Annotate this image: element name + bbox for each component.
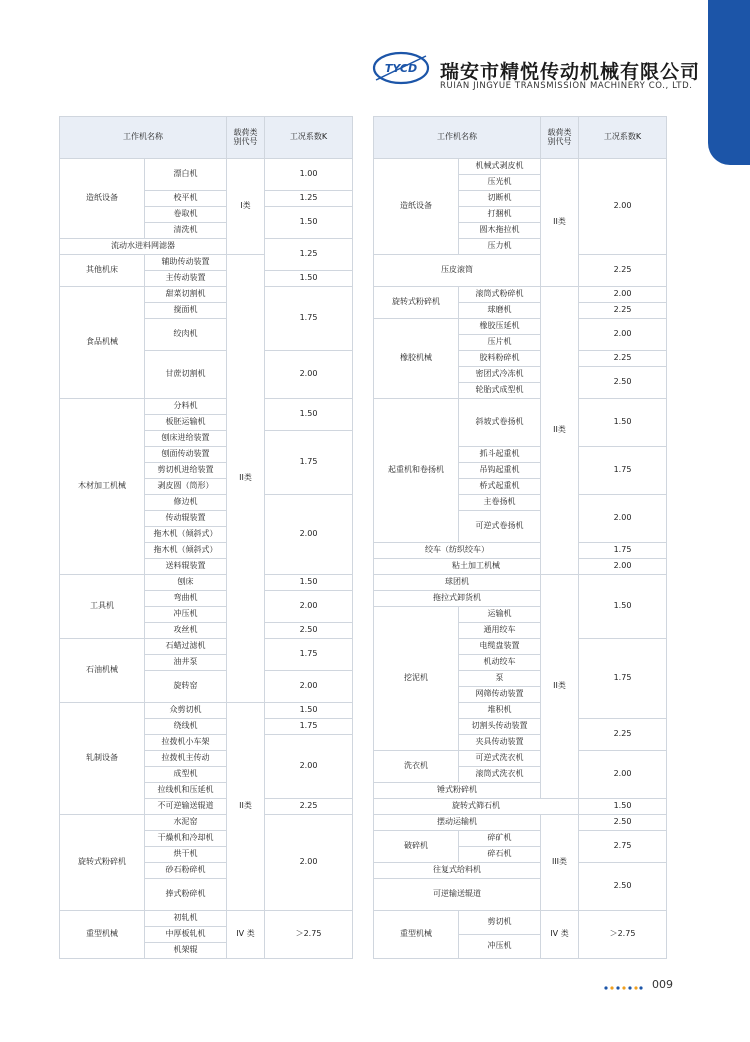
- table-row: [374, 863, 667, 879]
- machine-group: 旋转式粉碎机: [60, 815, 145, 911]
- table-row: [374, 159, 667, 175]
- table-row: [374, 543, 667, 559]
- machine-cell: 干燥机和冷却机: [145, 831, 227, 847]
- factor-cell: 2.25: [579, 351, 667, 367]
- machine-group: 重型机械: [60, 911, 145, 959]
- machine-cell: 修边机: [145, 495, 227, 511]
- machine-cell: 流动水进料网滤器: [60, 239, 227, 255]
- machine-cell: 剪切机进给装置: [145, 463, 227, 479]
- machine-cell: 压片机: [459, 335, 541, 351]
- left-spec-table: [59, 116, 353, 959]
- table-row: [60, 911, 353, 927]
- page-number: 009: [652, 978, 673, 991]
- machine-cell: 往复式给料机: [374, 863, 541, 879]
- machine-cell: 主卷扬机: [459, 495, 541, 511]
- side-tab-marker: [708, 0, 750, 165]
- factor-cell: 2.25: [265, 799, 353, 815]
- table-row: [374, 911, 667, 935]
- table-row: [374, 575, 667, 591]
- factor-cell: 2.50: [579, 367, 667, 399]
- machine-cell: 滚筒式洗衣机: [459, 767, 541, 783]
- factor-cell: 1.75: [265, 287, 353, 351]
- factor-cell: 2.75: [579, 831, 667, 863]
- table-row: [374, 287, 667, 303]
- factor-cell: 2.25: [579, 303, 667, 319]
- machine-cell: 圆木拖拉机: [459, 223, 541, 239]
- machine-cell: 初轧机: [145, 911, 227, 927]
- machine-cell: 滚筒式粉碎机: [459, 287, 541, 303]
- machine-cell: 拉线机和压延机: [145, 783, 227, 799]
- machine-cell: 可逆输送辊道: [374, 879, 541, 911]
- machine-cell: 切断机: [459, 191, 541, 207]
- factor-cell: 1.50: [265, 575, 353, 591]
- machine-cell: 剥皮圆（筒形）: [145, 479, 227, 495]
- machine-cell: 斜坡式卷扬机: [459, 399, 541, 447]
- machine-cell: 摆动运输机: [374, 815, 541, 831]
- machine-cell: 不可逆输送辊道: [145, 799, 227, 815]
- factor-cell: 1.75: [265, 719, 353, 735]
- table-row: [374, 255, 667, 287]
- factor-cell: 2.00: [579, 159, 667, 255]
- machine-cell: 机架辊: [145, 943, 227, 959]
- machine-cell: 甜菜切割机: [145, 287, 227, 303]
- machine-cell: 主传动装置: [145, 271, 227, 287]
- machine-cell: 弯曲机: [145, 591, 227, 607]
- machine-cell: 切割头传动装置: [459, 719, 541, 735]
- table-row: [60, 287, 353, 303]
- machine-cell: 板胚运输机: [145, 415, 227, 431]
- table-row: [374, 815, 667, 831]
- factor-cell: 2.00: [579, 751, 667, 799]
- machine-cell: 抓斗起重机: [459, 447, 541, 463]
- machine-cell: 拖木机（倾斜式）: [145, 527, 227, 543]
- load-class: II类: [541, 575, 579, 799]
- table-row: [374, 831, 667, 847]
- factor-cell: 2.00: [579, 559, 667, 575]
- factor-cell: 1.50: [265, 703, 353, 719]
- table-row: [60, 399, 353, 415]
- factor-cell: 1.50: [579, 399, 667, 447]
- machine-cell: 拉拨机主传动: [145, 751, 227, 767]
- factor-cell: 2.00: [579, 287, 667, 303]
- footer-dots-decoration: [603, 983, 643, 993]
- machine-cell: 分料机: [145, 399, 227, 415]
- machine-cell: 机动绞车: [459, 655, 541, 671]
- machine-cell: 可逆式卷扬机: [459, 511, 541, 543]
- table-row: [60, 159, 353, 191]
- machine-cell: 电缆盘装置: [459, 639, 541, 655]
- machine-group: 食品机械: [60, 287, 145, 399]
- machine-cell: 中厚板轧机: [145, 927, 227, 943]
- machine-cell: 拖拉式卸货机: [374, 591, 541, 607]
- machine-cell: 砂石粉碎机: [145, 863, 227, 879]
- machine-group: 破碎机: [374, 831, 459, 863]
- load-class: III类: [541, 815, 579, 911]
- machine-group: 轧制设备: [60, 703, 145, 815]
- machine-cell: 打捆机: [459, 207, 541, 223]
- machine-cell: 烘干机: [145, 847, 227, 863]
- machine-cell: 网筛传动装置: [459, 687, 541, 703]
- machine-cell: 运输机: [459, 607, 541, 623]
- machine-cell: 油井泵: [145, 655, 227, 671]
- header-load: 载荷类别代号: [541, 117, 579, 159]
- factor-cell: 2.00: [265, 735, 353, 799]
- header-machine: 工作机名称: [60, 117, 227, 159]
- machine-cell: 球磨机: [459, 303, 541, 319]
- factor-cell: 2.25: [579, 719, 667, 751]
- machine-cell: 粘土加工机械: [374, 559, 579, 575]
- company-logo: [370, 48, 432, 88]
- machine-cell: 搅面机: [145, 303, 227, 319]
- load-class: IV 类: [227, 911, 265, 959]
- company-name-cn: 瑞安市精悦传动机械有限公司: [440, 61, 701, 83]
- factor-cell: 1.50: [579, 799, 667, 815]
- factor-cell: 1.50: [265, 271, 353, 287]
- machine-group: 木材加工机械: [60, 399, 145, 575]
- machine-cell: 轮胎式成型机: [459, 383, 541, 399]
- machine-cell: 锤式粉碎机: [374, 783, 541, 799]
- machine-group: 挖泥机: [374, 607, 459, 751]
- header-factor: 工况系数K: [265, 117, 353, 159]
- factor-cell: 2.00: [265, 591, 353, 623]
- table-row: [60, 815, 353, 831]
- factor-cell: 1.50: [579, 575, 667, 639]
- load-class: I类: [227, 159, 265, 255]
- machine-group: 起重机和卷扬机: [374, 399, 459, 543]
- machine-cell: 刨床进给装置: [145, 431, 227, 447]
- factor-cell: ＞2.75: [265, 911, 353, 959]
- factor-cell: 2.00: [265, 815, 353, 911]
- logo-text: TYCD: [384, 62, 418, 75]
- machine-group: 其他机床: [60, 255, 145, 287]
- machine-cell: 通用绞车: [459, 623, 541, 639]
- load-class: II类: [227, 255, 265, 703]
- factor-cell: 1.25: [265, 239, 353, 271]
- machine-cell: 水泥窑: [145, 815, 227, 831]
- machine-cell: 旋转窑: [145, 671, 227, 703]
- machine-cell: 拉拨机小车架: [145, 735, 227, 751]
- machine-cell: 冲压机: [145, 607, 227, 623]
- machine-group: 洗衣机: [374, 751, 459, 783]
- factor-cell: 1.75: [579, 543, 667, 559]
- factor-cell: 1.25: [265, 191, 353, 207]
- header-factor: 工况系数K: [579, 117, 667, 159]
- machine-cell: 卷取机: [145, 207, 227, 223]
- factor-cell: 1.75: [265, 639, 353, 671]
- table-row: [374, 751, 667, 767]
- company-name-en: RUIAN JINGYUE TRANSMISSION MACHINERY CO., LTD.: [440, 81, 693, 91]
- machine-cell: 绞肉机: [145, 319, 227, 351]
- factor-cell: 2.00: [265, 351, 353, 399]
- machine-group: 橡胶机械: [374, 319, 459, 399]
- machine-cell: 泵: [459, 671, 541, 687]
- table-row: [60, 639, 353, 655]
- machine-cell: 校平机: [145, 191, 227, 207]
- machine-cell: 众剪切机: [145, 703, 227, 719]
- factor-cell: 1.75: [579, 639, 667, 719]
- machine-cell: 绞车（纺织绞车）: [374, 543, 541, 559]
- load-class: II类: [541, 287, 579, 575]
- machine-cell: 石蜡过滤机: [145, 639, 227, 655]
- machine-group: 石油机械: [60, 639, 145, 703]
- machine-cell: 传动辊装置: [145, 511, 227, 527]
- machine-cell: 成型机: [145, 767, 227, 783]
- factor-cell: 2.00: [265, 495, 353, 575]
- machine-cell: 辅助传动装置: [145, 255, 227, 271]
- factor-cell: ＞2.75: [579, 911, 667, 959]
- header-load: 载荷类别代号: [227, 117, 265, 159]
- machine-group: 工具机: [60, 575, 145, 639]
- factor-cell: 2.50: [265, 623, 353, 639]
- header-machine: 工作机名称: [374, 117, 541, 159]
- table-row: [60, 703, 353, 719]
- machine-cell: 橡胶压延机: [459, 319, 541, 335]
- machine-cell: 机械式剥皮机: [459, 159, 541, 175]
- factor-cell: 1.50: [265, 207, 353, 239]
- table-row: [60, 239, 353, 255]
- table-row: [374, 799, 667, 815]
- machine-cell: 胶料粉碎机: [459, 351, 541, 367]
- factor-cell: 2.00: [265, 671, 353, 703]
- machine-cell: 甘蔗切割机: [145, 351, 227, 399]
- machine-cell: 吊钩起重机: [459, 463, 541, 479]
- machine-cell: 攻丝机: [145, 623, 227, 639]
- machine-cell: 压力机: [459, 239, 541, 255]
- machine-cell: 绕线机: [145, 719, 227, 735]
- load-class: II类: [227, 703, 265, 911]
- factor-cell: 2.50: [579, 863, 667, 911]
- table-header-row: [60, 117, 353, 159]
- machine-cell: 压光机: [459, 175, 541, 191]
- table-header-row: [374, 117, 667, 159]
- machine-cell: 碎矿机: [459, 831, 541, 847]
- machine-group: 旋转式粉碎机: [374, 287, 459, 319]
- load-class: IV 类: [541, 911, 579, 959]
- machine-group: 重型机械: [374, 911, 459, 959]
- machine-group: 造纸设备: [60, 159, 145, 239]
- machine-cell: 漂白机: [145, 159, 227, 191]
- load-class: II类: [541, 159, 579, 287]
- machine-cell: 球团机: [374, 575, 541, 591]
- factor-cell: 1.00: [265, 159, 353, 191]
- machine-cell: 拖木机（倾斜式）: [145, 543, 227, 559]
- machine-cell: 桥式起重机: [459, 479, 541, 495]
- machine-group: 造纸设备: [374, 159, 459, 255]
- table-row: [374, 559, 667, 575]
- machine-cell: 清洗机: [145, 223, 227, 239]
- right-spec-table: [373, 116, 667, 959]
- machine-cell: 刨床: [145, 575, 227, 591]
- table-row: [374, 319, 667, 335]
- factor-cell: 1.50: [265, 399, 353, 431]
- machine-cell: 剪切机: [459, 911, 541, 935]
- machine-cell: 夹具传动装置: [459, 735, 541, 751]
- machine-cell: 堆积机: [459, 703, 541, 719]
- machine-cell: 可逆式洗衣机: [459, 751, 541, 767]
- factor-cell: 2.25: [579, 255, 667, 287]
- machine-cell: 送料辊装置: [145, 559, 227, 575]
- factor-cell: 2.00: [579, 495, 667, 543]
- machine-cell: 捧式粉碎机: [145, 879, 227, 911]
- machine-cell: 密团式冷冻机: [459, 367, 541, 383]
- machine-cell: 刨面传动装置: [145, 447, 227, 463]
- table-row: [60, 575, 353, 591]
- machine-cell: 碎石机: [459, 847, 541, 863]
- factor-cell: 1.75: [265, 431, 353, 495]
- factor-cell: 1.75: [579, 447, 667, 495]
- table-row: [374, 399, 667, 447]
- factor-cell: 2.00: [579, 319, 667, 351]
- machine-cell: 压皮滚筒: [374, 255, 541, 287]
- machine-cell: 冲压机: [459, 935, 541, 959]
- machine-cell: 旋转式筛石机: [374, 799, 579, 815]
- factor-cell: 2.50: [579, 815, 667, 831]
